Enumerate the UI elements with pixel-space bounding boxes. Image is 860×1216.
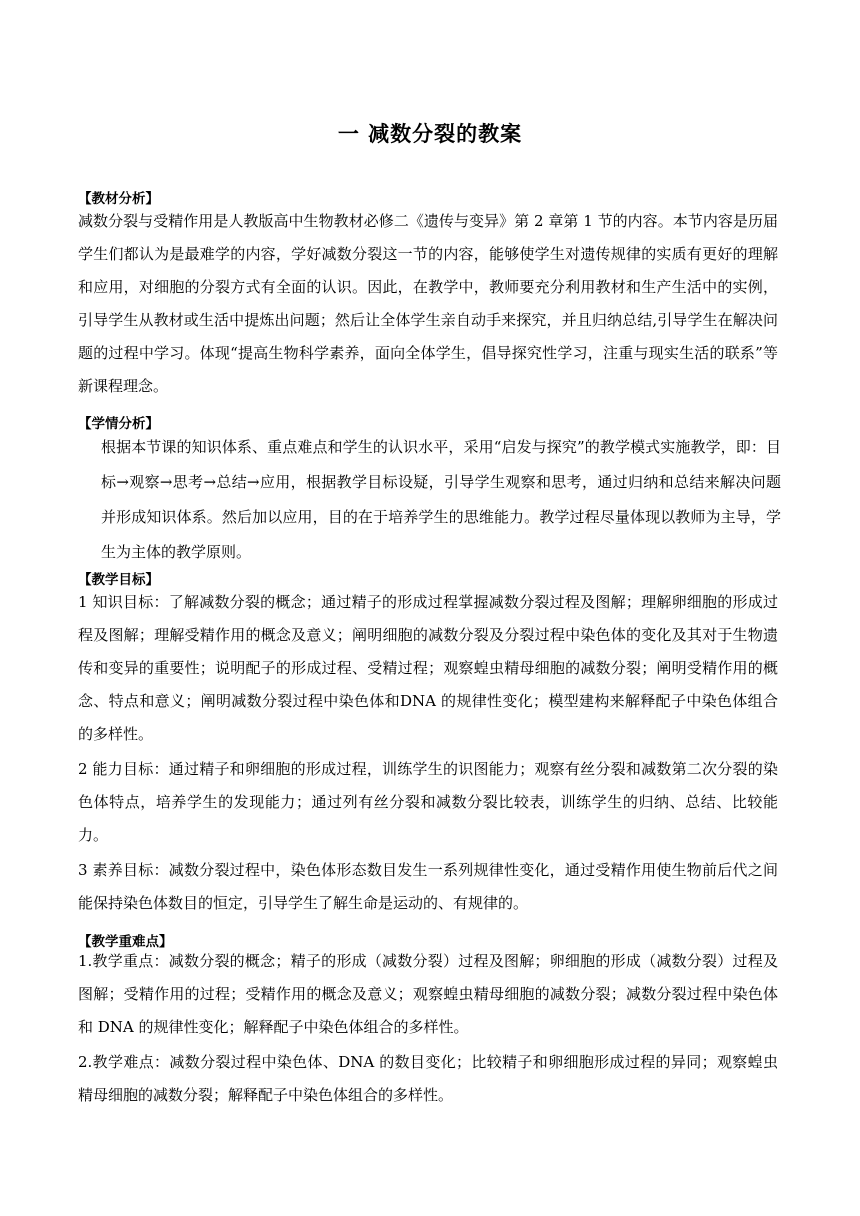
key-points-paragraph: 1.教学重点：减数分裂的概念；精子的形成（减数分裂）过程及图解；卵细胞的形成（减数分裂）过程及图解；受精作用的过程；受精作用的概念及意义；观察蝗虫精母细胞的减数分裂；减数分裂过程中染色体和 DNA 的规律性变化；解释配子中染色体组合的多样性。 [78,952,778,1036]
learner-analysis-paragraph: 根据本节课的知识体系、重点难点和学生的认识水平，采用“启发与探究”的教学模式实施教学，即：目标→观察→思考→总结→应用，根据教学目标设疑，引导学生观察和思考，通过归纳和总结来解决问题并形成知识体系。然后加以应用，目的在于培养学生的思维能力。教学过程尽量体现以教师为主导，学生为主体的教学原则。 [101,438,781,561]
section-heading-learner-analysis: 【学情分析】 [78,416,159,432]
page-title: 一 减数分裂的教案 [337,121,523,146]
section-heading-teaching-goals: 【教学目标】 [78,572,159,588]
knowledge-goal-paragraph: 1 知识目标：了解减数分裂的概念；通过精子的形成过程掌握减数分裂过程及图解；理解卵细胞的形成过程及图解；理解受精作用的概念及意义；阐明细胞的减数分裂及分裂过程中染色体的变化及其对于生物遗传和变异的重要性；说明配子的形成过程、受精过程；观察蝗虫精母细胞的减数分裂；阐明受精作用的概念、特点和意义；阐明减数分裂过程中染色体和DNA 的规律性变化；模型建构来解释配子中染色体组合的多样性。 [78,593,778,743]
difficult-points-paragraph: 2.教学难点：减数分裂过程中染色体、DNA 的数目变化；比较精子和卵细胞形成过程的异同；观察蝗虫精母细胞的减数分裂；解释配子中染色体组合的多样性。 [78,1053,778,1104]
section-heading-textbook-analysis: 【教材分析】 [78,191,159,207]
ability-goal-paragraph: 2 能力目标：通过精子和卵细胞的形成过程，训练学生的识图能力；观察有丝分裂和减数第二次分裂的染色体特点，培养学生的发现能力；通过列有丝分裂和减数分裂比较表，训练学生的归纳、总结、比较能力。 [78,760,778,844]
literacy-goal-paragraph: 3 素养目标：减数分裂过程中，染色体形态数目发生一系列规律性变化，通过受精作用使生物前后代之间能保持染色体数目的恒定，引导学生了解生命是运动的、有规律的。 [78,861,778,912]
section-heading-key-points: 【教学重难点】 [78,934,173,950]
textbook-analysis-paragraph: 减数分裂与受精作用是人教版高中生物教材必修二《遗传与变异》第 2 章第 1 节的内容。本节内容是历届学生们都认为是最难学的内容，学好减数分裂这一节的内容，能够使学生对遗传规律的实质有更好的理解和应用，对细胞的分裂方式有全面的认识。因此，在教学中，教师要充分利用教材和生产生活中的实例，引导学生从教材或生活中提炼出问题；然后让全体学生亲自动手来探究，并且归纳总结,引导学生在解决问题的过程中学习。体现“提高生物科学素养，面向全体学生，倡导探究性学习，注重与现实生活的联系”等新课程理念。 [78,212,778,395]
